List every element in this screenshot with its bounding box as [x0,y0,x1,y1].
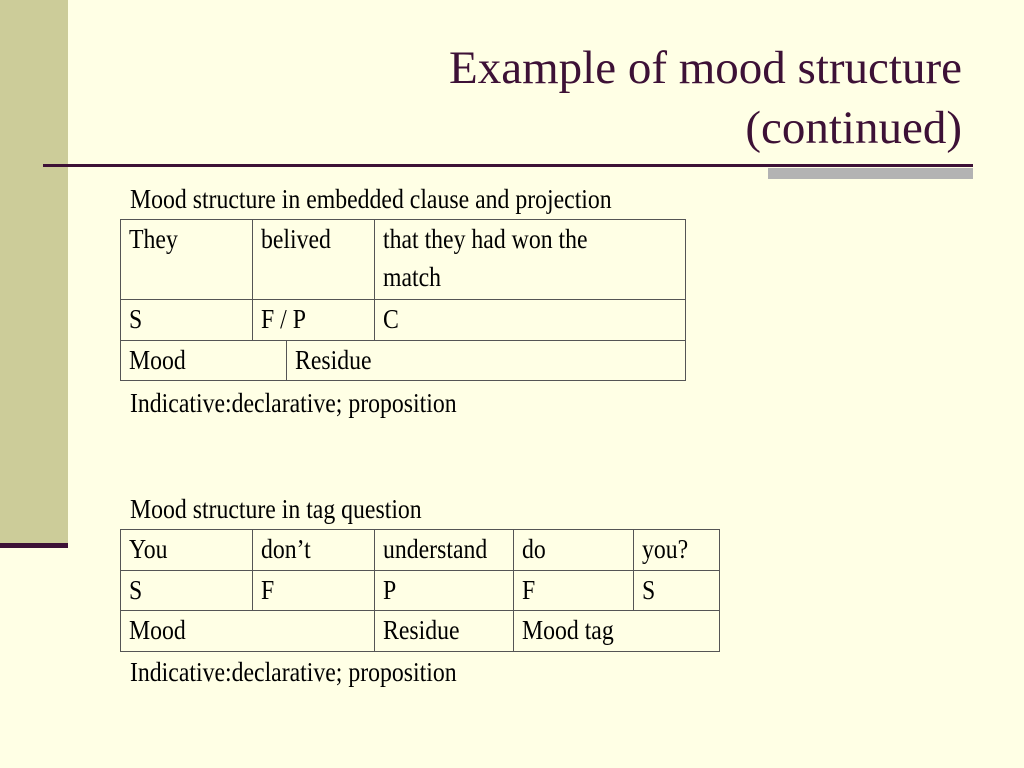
table-cell: S [121,300,253,341]
tag-question-mood-row [120,610,720,652]
slide-title [162,38,962,158]
table-row [121,341,686,381]
slide-title-line2: (continued) [745,102,962,154]
table-cell: that they had won the match [375,220,686,300]
embedded-clause-mood-row [120,340,686,381]
slide-title-line1: Example of mood structure [449,42,962,94]
section2-caption: Mood structure in tag question [130,494,422,524]
table-cell: You [121,530,253,571]
section1-footer: Indicative:declarative; proposition [130,388,457,418]
table-cell: you? [634,530,720,571]
section1-caption: Mood structure in embedded clause and projection [130,184,612,214]
table-cell: belived [253,220,375,300]
table-cell: don’t [253,530,375,571]
table-row [121,611,720,652]
left-band-rule [0,543,68,548]
tag-question-table [120,529,720,611]
table-cell: F [253,571,375,611]
title-rule [43,164,973,167]
table-cell: Residue [375,611,514,652]
table-row [121,571,720,611]
table-cell: They [121,220,253,300]
table-cell: C [375,300,686,341]
table-row [121,300,686,341]
embedded-clause-table [120,219,686,341]
table-cell: Mood [121,341,287,381]
table-cell: S [121,571,253,611]
table-cell: understand [375,530,514,571]
table-row [121,220,686,300]
table-cell: P [375,571,514,611]
table-cell: Residue [287,341,686,381]
title-accent-bar [768,168,973,179]
table-cell: F [514,571,634,611]
table-row [121,530,720,571]
table-cell: S [634,571,720,611]
table-cell: Mood tag [514,611,720,652]
table-cell: F / P [253,300,375,341]
left-decorative-band [0,0,68,545]
section2-footer: Indicative:declarative; proposition [130,657,457,687]
table-cell: Mood [121,611,375,652]
table-cell: do [514,530,634,571]
